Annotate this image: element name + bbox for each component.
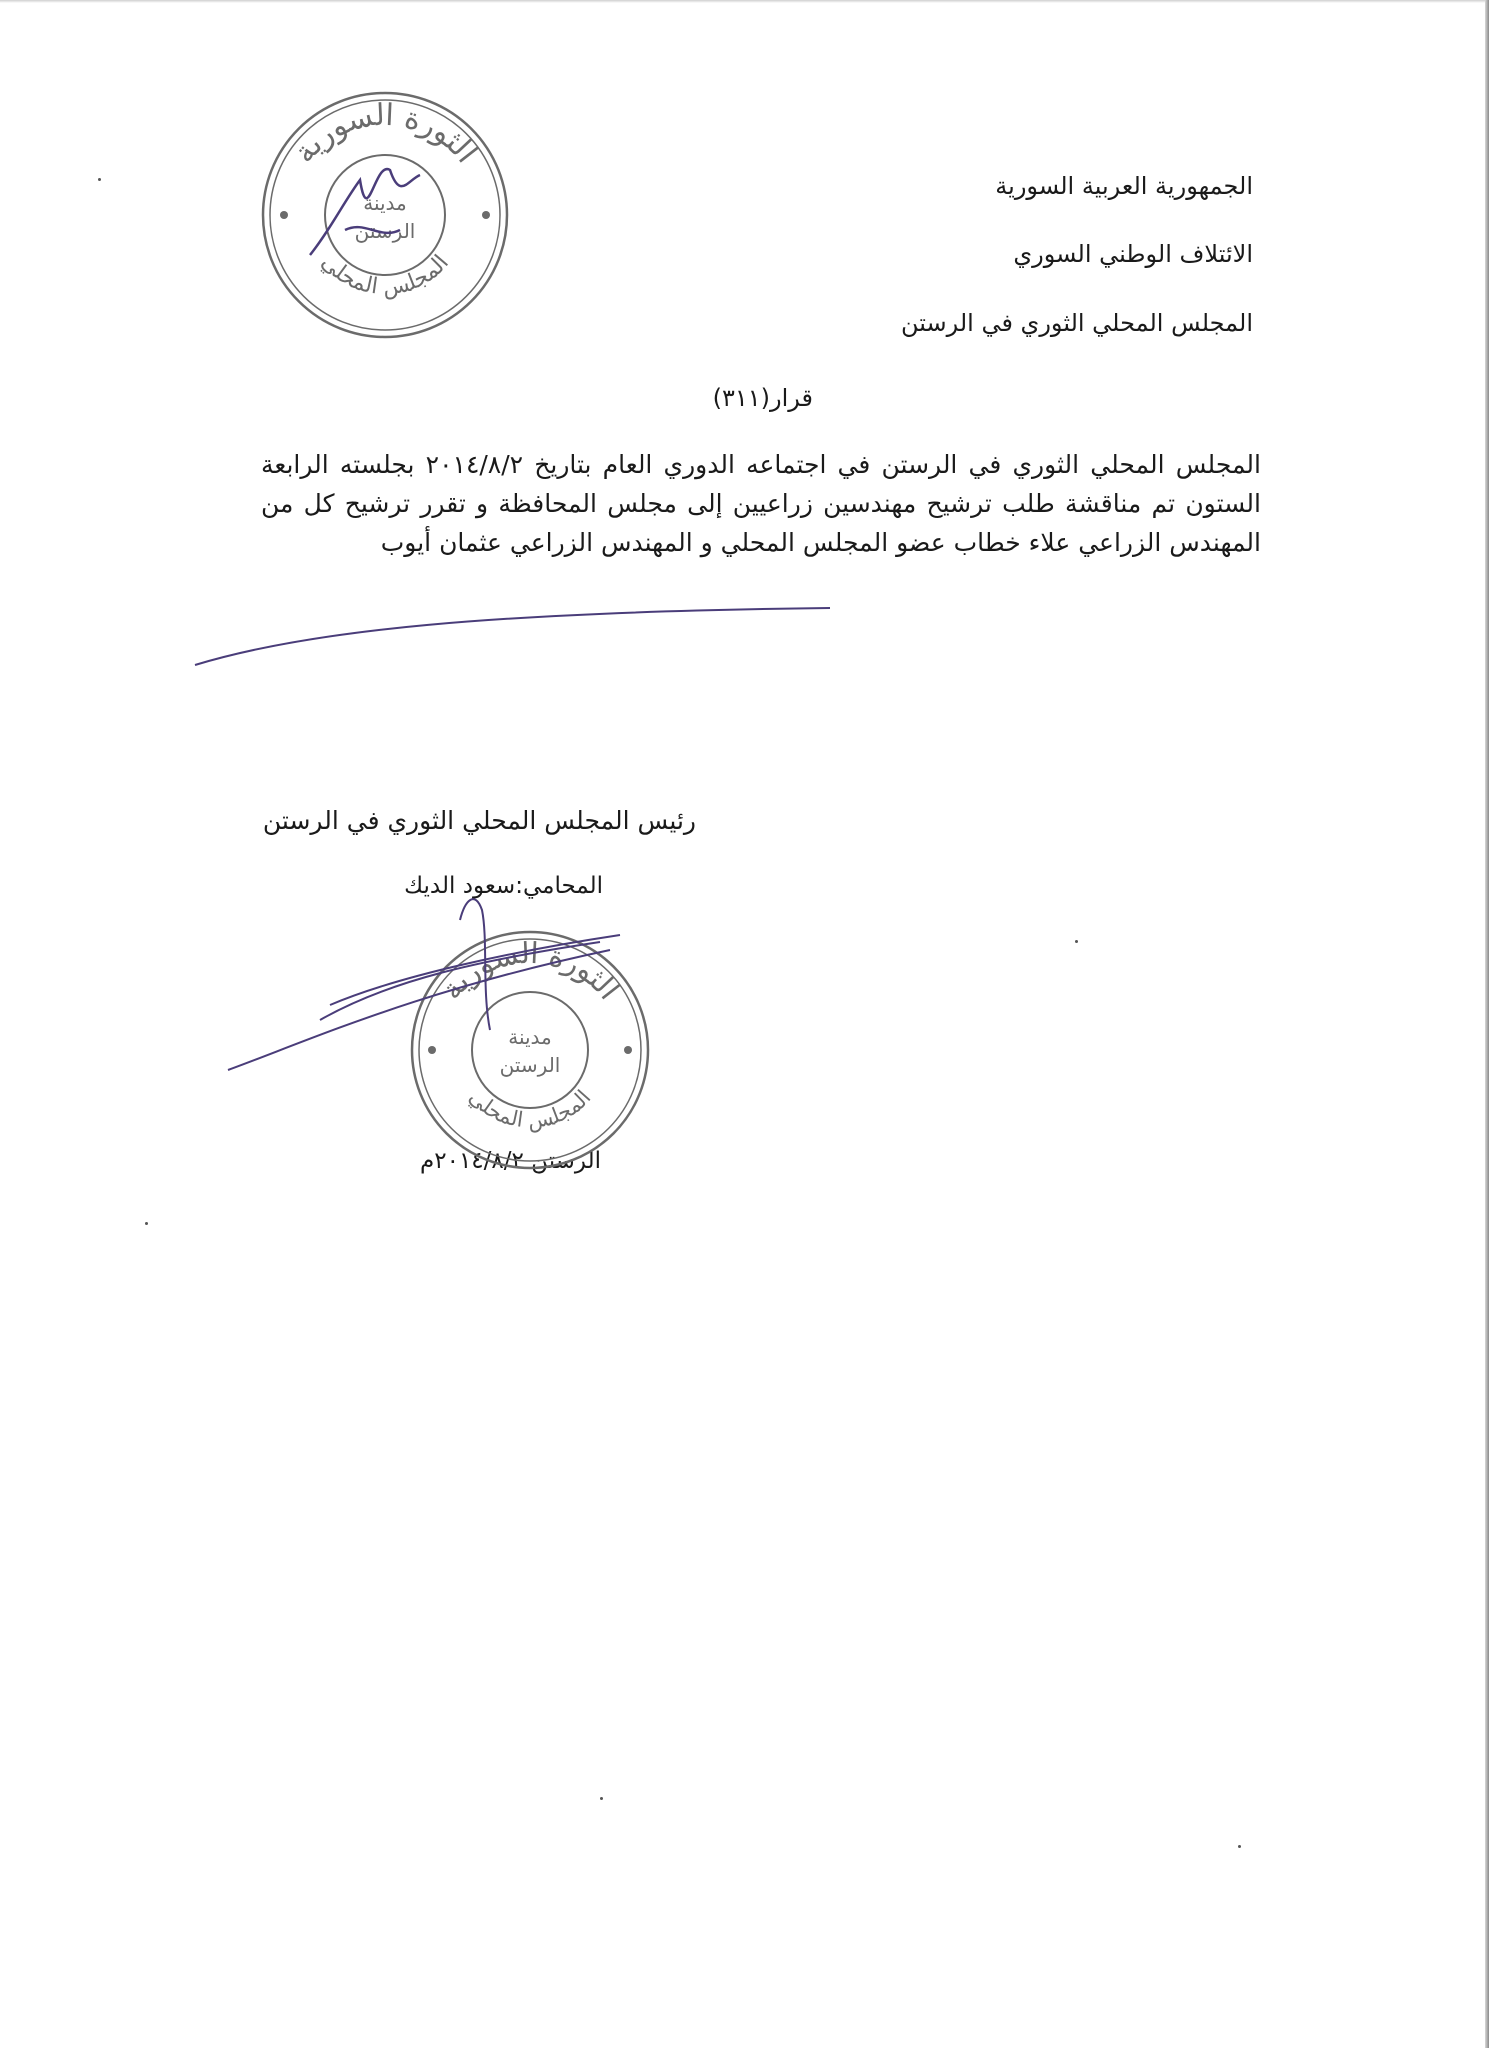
header-country: الجمهورية العربية السورية bbox=[995, 172, 1253, 200]
signature-scribble bbox=[220, 880, 640, 1100]
svg-text:المجلس المحلي: المجلس المحلي bbox=[316, 249, 454, 302]
scan-speck bbox=[600, 1797, 603, 1800]
header-council: المجلس المحلي الثوري في الرستن bbox=[900, 309, 1253, 337]
svg-text:المجلس المحلي: المجلس المحلي bbox=[464, 1084, 596, 1134]
svg-text:مدينة: مدينة bbox=[508, 1025, 552, 1049]
page-edge-top bbox=[0, 0, 1489, 3]
scan-speck bbox=[98, 178, 101, 181]
svg-text:الثورة السورية: الثورة السورية bbox=[434, 935, 627, 1006]
top-stamp-seal bbox=[250, 80, 520, 350]
scan-speck bbox=[1238, 1845, 1241, 1848]
scan-speck bbox=[1075, 940, 1078, 943]
svg-text:الثورة السورية: الثورة السورية bbox=[286, 97, 484, 170]
page-edge-right bbox=[1485, 0, 1489, 2048]
decision-title: قرار(٣١١) bbox=[712, 384, 813, 412]
signer-title: رئيس المجلس المحلي الثوري في الرستن bbox=[262, 806, 696, 835]
pen-underline-stroke bbox=[190, 600, 850, 670]
scan-speck bbox=[145, 1222, 148, 1225]
signer-name: المحامي:سعود الديك bbox=[404, 873, 603, 899]
svg-text:مدينة: مدينة bbox=[363, 191, 407, 215]
svg-text:الرستن: الرستن bbox=[354, 219, 416, 243]
decision-body: المجلس المحلي الثوري في الرستن في اجتماعه الدوري العام بتاريخ ٢٠١٤/٨/٢ بجلسته الرابعة الستون تم مناقشة طلب ترشيح مهندسين زراعيين إلى مجلس المحافظة و تقرر ترشيح كل من المهندس الزراعي علاء خطاب عضو المجلس المحلي و المهندس الزراعي عثمان أيوب bbox=[261, 450, 1261, 557]
header-coalition: الائتلاف الوطني السوري bbox=[1013, 240, 1253, 268]
place-date: الرستن ٢٠١٤/٨/٢م bbox=[420, 1148, 601, 1174]
svg-text:الرستن: الرستن bbox=[499, 1053, 561, 1077]
